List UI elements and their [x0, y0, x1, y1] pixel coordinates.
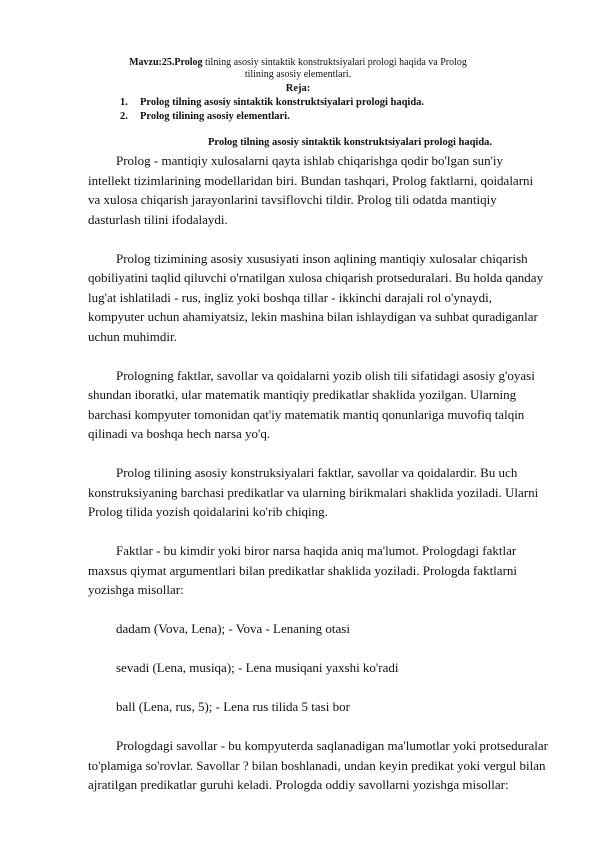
example-line: sevadi (Lena, musiqa); - Lena musiqani yaxshi ko'radi: [116, 660, 399, 675]
title-topic-text: tilning asosiy sintaktik konstruktsiyalari prologi haqida va Prolog: [202, 57, 467, 68]
example-line: dadam (Vova, Lena); - Vova - Lenaning otasi: [116, 621, 350, 636]
plan-item-number: 2.: [120, 111, 128, 122]
paragraph: Prologdagi savollar - bu kompyuterda saqlanadigan ma'lumotlar yoki protseduralar to'plamiga so'rovlar. Savollar ? bilan boshlanadi, undan keyin predikat yoki vergul bilan ajratilgan predikatlar guruhi keladi. Prologda oddiy savollarni yozishga misollar:: [88, 738, 548, 792]
paragraph: Faktlar - bu kimdir yoki biror narsa haqida aniq ma'lumot. Prologdagi faktlar maxsus qiymat argumentlari bilan predikatlar shaklida yoziladi. Prologda faktlarni yozishga misollar:: [88, 543, 518, 597]
document-title: [0, 57, 596, 69]
paragraph: Prologning faktlar, savollar va qoidalarni yozib olish tili sifatidagi asosiy g'oyasi shundan iboratki, ular matematik mantiqiy predikatlar shaklida yozilgan. Ularning barchasi kompyuter tomonidan qat'iy matematik mantiq qonunlariga muvofiq talqin qilinadi va boshqa hech narsa yo'q.: [88, 367, 535, 441]
document-title-line2: tilining asosiy elementlari.: [244, 69, 352, 80]
plan-item: [120, 96, 424, 109]
section-heading: Prolog tilning asosiy sintaktik konstruktsiyalari prologi haqida.: [208, 137, 493, 148]
plan-item: [120, 110, 290, 123]
paragraph: Prolog tilining asosiy konstruksiyalari faktlar, savollar va qoidalardir. Bu uch konstruksiyaning barchasi predikatlar va ularning birikmalari shaklida yoziladi. Ularni Prolog tilida yozish qoidalarini ko'rib chiqing.: [88, 465, 539, 519]
plan-heading: Reja:: [285, 83, 311, 94]
example-line: ball (Lena, rus, 5); - Lena rus tilida 5 tasi bor: [116, 699, 350, 714]
paragraph: Prolog - mantiqiy xulosalarni qayta ishlab chiqarishga qodir bo'lgan sun'iy intellekt tizimlarining modellaridan biri. Bundan tashqari, Prolog faktlarni, qoidalarni va xulosa chiqarish jarayonlarini tavsiflovchi tildir. Prolog tili odatda mantiqiy dasturlash tilini ifodalaydi.: [88, 153, 534, 227]
document-body: [88, 151, 548, 814]
plan-item-text: Prolog tilning asosiy sintaktik konstruktsiyalari prologi haqida.: [140, 97, 425, 108]
plan-item-number: 1.: [120, 97, 128, 108]
paragraph: Prolog tizimining asosiy xususiyati inson aqlining mantiqiy xulosalar chiqarish qobiliyatini taqlid qiluvchi o'rnatilgan xulosa chiqarish protseduralari. Bu holda qanday lug'at ishlatiladi - rus, ingliz yoki boshqa tillar - ikkinchi darajali rol o'ynaydi, kompyuter uchun ahamiyatsiz, lekin mashina bilan ishlaydigan va suhbat quradiganlar uchun muhimdir.: [88, 250, 544, 344]
title-topic-label: Mavzu:25.Prolog: [129, 57, 203, 68]
plan-item-text: Prolog tilining asosiy elementlari.: [140, 111, 290, 122]
